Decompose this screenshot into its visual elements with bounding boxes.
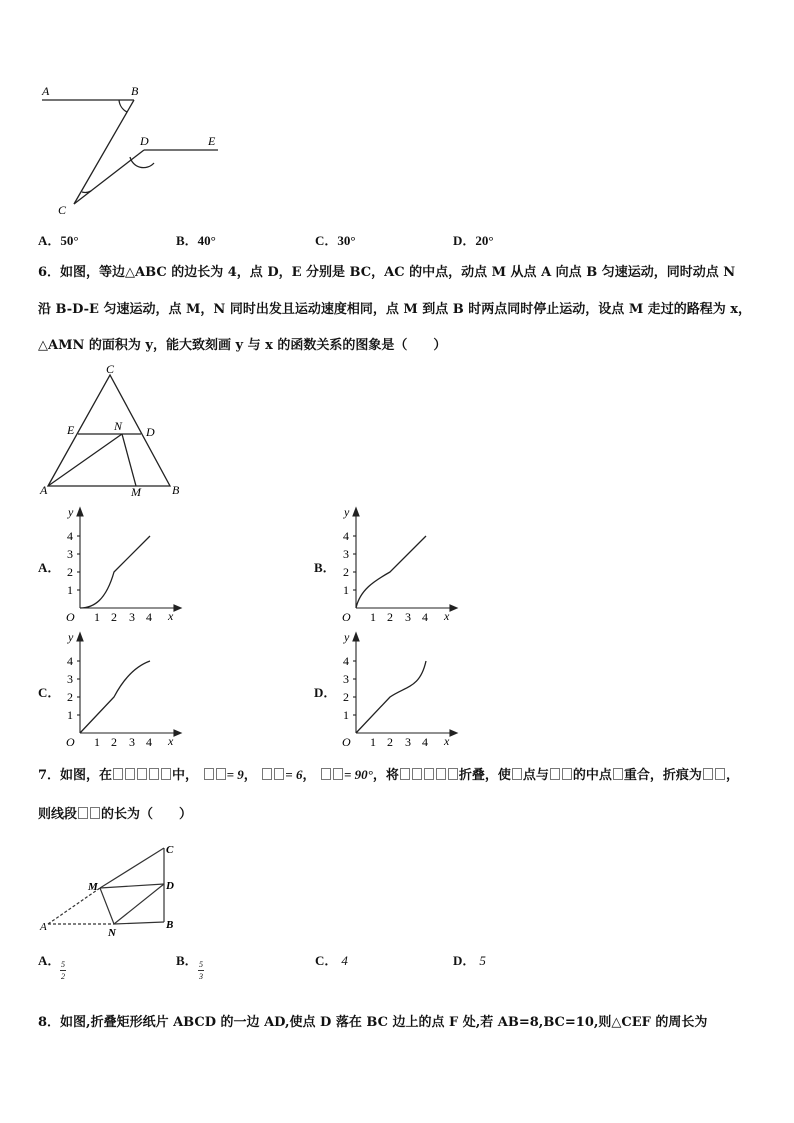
- q5-option-b-key: B．: [176, 233, 198, 248]
- missing-glyph-icon: [137, 768, 147, 780]
- q6-graph-d-ytick-2: 2: [343, 690, 349, 704]
- q5-figure: [36, 80, 236, 220]
- q6-graph-c-xtick-4: 4: [146, 735, 152, 748]
- q7-option-a-numerator: 5: [61, 960, 65, 969]
- q7-eq-2: = 6: [285, 767, 303, 782]
- q6-graph-b-o: O: [342, 610, 351, 623]
- q6-graph-d-x: x: [444, 734, 450, 748]
- q5-option-d[interactable]: [453, 230, 494, 249]
- q5-option-b[interactable]: [176, 230, 216, 249]
- q6-triangle-figure: [36, 360, 196, 500]
- q6-graph-a-ytick-2: 2: [67, 565, 73, 579]
- q5-option-a-text: 50°: [60, 233, 79, 248]
- q7-figure: [36, 838, 186, 940]
- q6-label-a: A: [40, 483, 48, 497]
- q6-graph-a-ytick-4: 4: [67, 529, 73, 543]
- q6-line-1: 6．如图，等边△ABC 的边长为 4，点 D，E 分别是 BC，AC 的中点，动点 M 从点 A 向点 B 匀速运动，同时动点 N: [38, 265, 736, 280]
- q6-option-a[interactable]: A．: [38, 560, 61, 575]
- missing-glyph-icon: [125, 768, 135, 780]
- q7-text-6: 的中点: [572, 768, 612, 783]
- missing-glyph-icon: [262, 768, 272, 780]
- q7-text-2: 中，: [172, 768, 199, 783]
- missing-glyph-icon: [78, 807, 88, 819]
- q6-label-n: N: [114, 419, 123, 433]
- q6-label-c: C: [106, 362, 115, 376]
- q6-graph-a-ytick-1: 1: [67, 583, 73, 597]
- q6-graph-c-o: O: [66, 735, 75, 748]
- q7-label-n: N: [108, 927, 116, 939]
- q7-option-b-numerator: 5: [199, 960, 203, 969]
- q6-graph-b-ytick-1: 1: [343, 583, 349, 597]
- q6-graph-b-curve: [356, 536, 426, 608]
- q6-graph-c-ytick-2: 2: [67, 690, 73, 704]
- q8-text: 8．如图,折叠矩形纸片 ABCD 的一边 AD,使点 D 落在 BC 边上的点 F 处,若 AB=8,BC=10,则△CEF 的周长为: [38, 1015, 708, 1030]
- q7-option-a[interactable]: A．: [38, 953, 61, 968]
- q6-graph-d-xtick-1: 1: [370, 735, 376, 748]
- q7-option-d-key: D．: [453, 953, 476, 968]
- q6-graph-a-ytick-3: 3: [67, 547, 73, 561]
- q6-graph-c-ytick-3: 3: [67, 672, 73, 686]
- q6-graph-d: [338, 630, 463, 748]
- q7-eq-3: = 90°: [344, 767, 373, 782]
- q6-graph-c-xtick-1: 1: [94, 735, 100, 748]
- q7-option-b-fraction: [198, 960, 204, 981]
- q7-option-b-denominator: 3: [199, 972, 203, 981]
- q6-graph-b-ytick-3: 3: [343, 547, 349, 561]
- q7-text-5: 点与: [522, 768, 549, 783]
- q6-graph-b-xtick-3: 3: [405, 610, 411, 623]
- q7-option-c[interactable]: [315, 950, 348, 969]
- q6-graph-d-xtick-3: 3: [405, 735, 411, 748]
- q6-label-m: M: [131, 485, 141, 499]
- q6-graph-c-x: x: [168, 734, 174, 748]
- q7-line-1: 7．如图，在 中， = 9， = 6， = 90°，将 折叠，使 点与 的中点 重合，折痕为 ，: [38, 767, 739, 783]
- q7-option-b[interactable]: B．: [176, 953, 198, 968]
- q6-option-d[interactable]: D．: [314, 685, 337, 700]
- q6-graph-d-xtick-2: 2: [387, 735, 393, 748]
- missing-glyph-icon: [274, 768, 284, 780]
- q6-graph-d-ytick-4: 4: [343, 654, 349, 668]
- q6-graph-d-ytick-3: 3: [343, 672, 349, 686]
- q7-text-9: 则线段: [38, 807, 78, 822]
- q6-graph-b-ytick-4: 4: [343, 529, 349, 543]
- q6-graph-c: [62, 630, 187, 748]
- missing-glyph-icon: [216, 768, 226, 780]
- q7-eq-1: = 9: [226, 767, 244, 782]
- q6-graph-d-xtick-4: 4: [422, 735, 428, 748]
- q7-line-2: [38, 803, 192, 822]
- q5-label-e: E: [208, 134, 216, 148]
- q5-option-c-text: 30°: [337, 233, 356, 248]
- q6-graph-a-o: O: [66, 610, 75, 623]
- q5-option-a-key: A．: [38, 233, 61, 248]
- q6-line-3: △AMN 的面积为 y，能大致刻画 y 与 x 的函数关系的图象是（ ）: [38, 338, 447, 353]
- missing-glyph-icon: [550, 768, 560, 780]
- q7-option-c-key: C．: [315, 953, 338, 968]
- q5-label-a: A: [42, 84, 50, 98]
- q5-option-d-text: 20°: [475, 233, 494, 248]
- q7-label-d: D: [166, 880, 174, 892]
- q7-text-8: ，: [725, 768, 739, 783]
- q6-graph-a-xtick-2: 2: [111, 610, 117, 623]
- missing-glyph-icon: [512, 768, 522, 780]
- q6-graph-b: [338, 505, 463, 623]
- q7-option-c-value: 4: [341, 953, 348, 968]
- q6-graph-c-y: y: [68, 630, 74, 644]
- q6-graph-d-y: y: [344, 630, 350, 644]
- q5-option-c[interactable]: [315, 230, 356, 249]
- q5-option-d-key: D．: [453, 233, 476, 248]
- q6-graph-c-xtick-3: 3: [129, 735, 135, 748]
- missing-glyph-icon: [448, 768, 458, 780]
- missing-glyph-icon: [715, 768, 725, 780]
- q7-label-m: M: [88, 881, 98, 893]
- q6-graph-b-x: x: [444, 609, 450, 623]
- missing-glyph-icon: [424, 768, 434, 780]
- q6-graph-d-o: O: [342, 735, 351, 748]
- q6-graph-a-xtick-4: 4: [146, 610, 152, 623]
- q6-graph-b-xtick-4: 4: [422, 610, 428, 623]
- q7-text-1: 7．如图，在: [38, 768, 113, 783]
- q7-text-4: 折叠，使: [458, 768, 511, 783]
- q7-text-3: ，将: [372, 768, 399, 783]
- q6-graph-b-xtick-1: 1: [370, 610, 376, 623]
- q6-label-b: B: [172, 483, 180, 497]
- missing-glyph-icon: [333, 768, 343, 780]
- q6-graph-a-y: y: [68, 505, 74, 519]
- q5-label-c: C: [58, 203, 67, 217]
- missing-glyph-icon: [703, 768, 713, 780]
- missing-glyph-icon: [412, 768, 422, 780]
- missing-glyph-icon: [436, 768, 446, 780]
- q6-graph-a-xtick-3: 3: [129, 610, 135, 623]
- q6-line-2: 沿 B-D-E 匀速运动，点 M，N 同时出发且运动速度相同，点 M 到点 B 时两点同时停止运动，设点 M 走过的路程为 x，: [38, 302, 752, 317]
- q6-graph-a: [62, 505, 187, 623]
- q6-option-c[interactable]: C．: [38, 685, 61, 700]
- q7-option-a-fraction: [60, 960, 66, 981]
- q5-option-b-text: 40°: [197, 233, 216, 248]
- q7-option-a-denominator: 2: [61, 972, 65, 981]
- missing-glyph-icon: [613, 768, 623, 780]
- missing-glyph-icon: [161, 768, 171, 780]
- missing-glyph-icon: [113, 768, 123, 780]
- missing-glyph-icon: [204, 768, 214, 780]
- missing-glyph-icon: [321, 768, 331, 780]
- q6-graph-b-ytick-2: 2: [343, 565, 349, 579]
- q7-option-d[interactable]: [453, 950, 486, 969]
- q6-graph-c-curve: [80, 661, 150, 733]
- q6-graph-d-ytick-1: 1: [343, 708, 349, 722]
- q6-graph-c-ytick-4: 4: [67, 654, 73, 668]
- q6-graph-a-x: x: [168, 609, 174, 623]
- missing-glyph-icon: [400, 768, 410, 780]
- q6-label-d: D: [146, 425, 155, 439]
- q5-option-c-key: C．: [315, 233, 338, 248]
- q7-text-7: 重合，折痕为: [623, 768, 702, 783]
- q5-label-b: B: [131, 84, 139, 98]
- q6-label-e: E: [67, 423, 75, 437]
- q6-option-b[interactable]: B．: [314, 560, 336, 575]
- q6-graph-b-xtick-2: 2: [387, 610, 393, 623]
- q7-label-c: C: [166, 844, 174, 856]
- q6-graph-c-xtick-2: 2: [111, 735, 117, 748]
- missing-glyph-icon: [149, 768, 159, 780]
- q7-text-10: 的长为（ ）: [101, 807, 193, 822]
- q6-graph-a-curve: [80, 536, 150, 608]
- q6-graph-c-ytick-1: 1: [67, 708, 73, 722]
- missing-glyph-icon: [90, 807, 100, 819]
- missing-glyph-icon: [562, 768, 572, 780]
- q5-label-d: D: [140, 134, 149, 148]
- q7-label-a: A: [40, 921, 47, 933]
- q7-label-b: B: [166, 919, 174, 931]
- q5-option-a[interactable]: [38, 230, 79, 249]
- q6-graph-b-y: y: [344, 505, 350, 519]
- q6-graph-a-xtick-1: 1: [94, 610, 100, 623]
- q7-option-d-value: 5: [479, 953, 486, 968]
- q6-graph-d-curve: [356, 661, 426, 733]
